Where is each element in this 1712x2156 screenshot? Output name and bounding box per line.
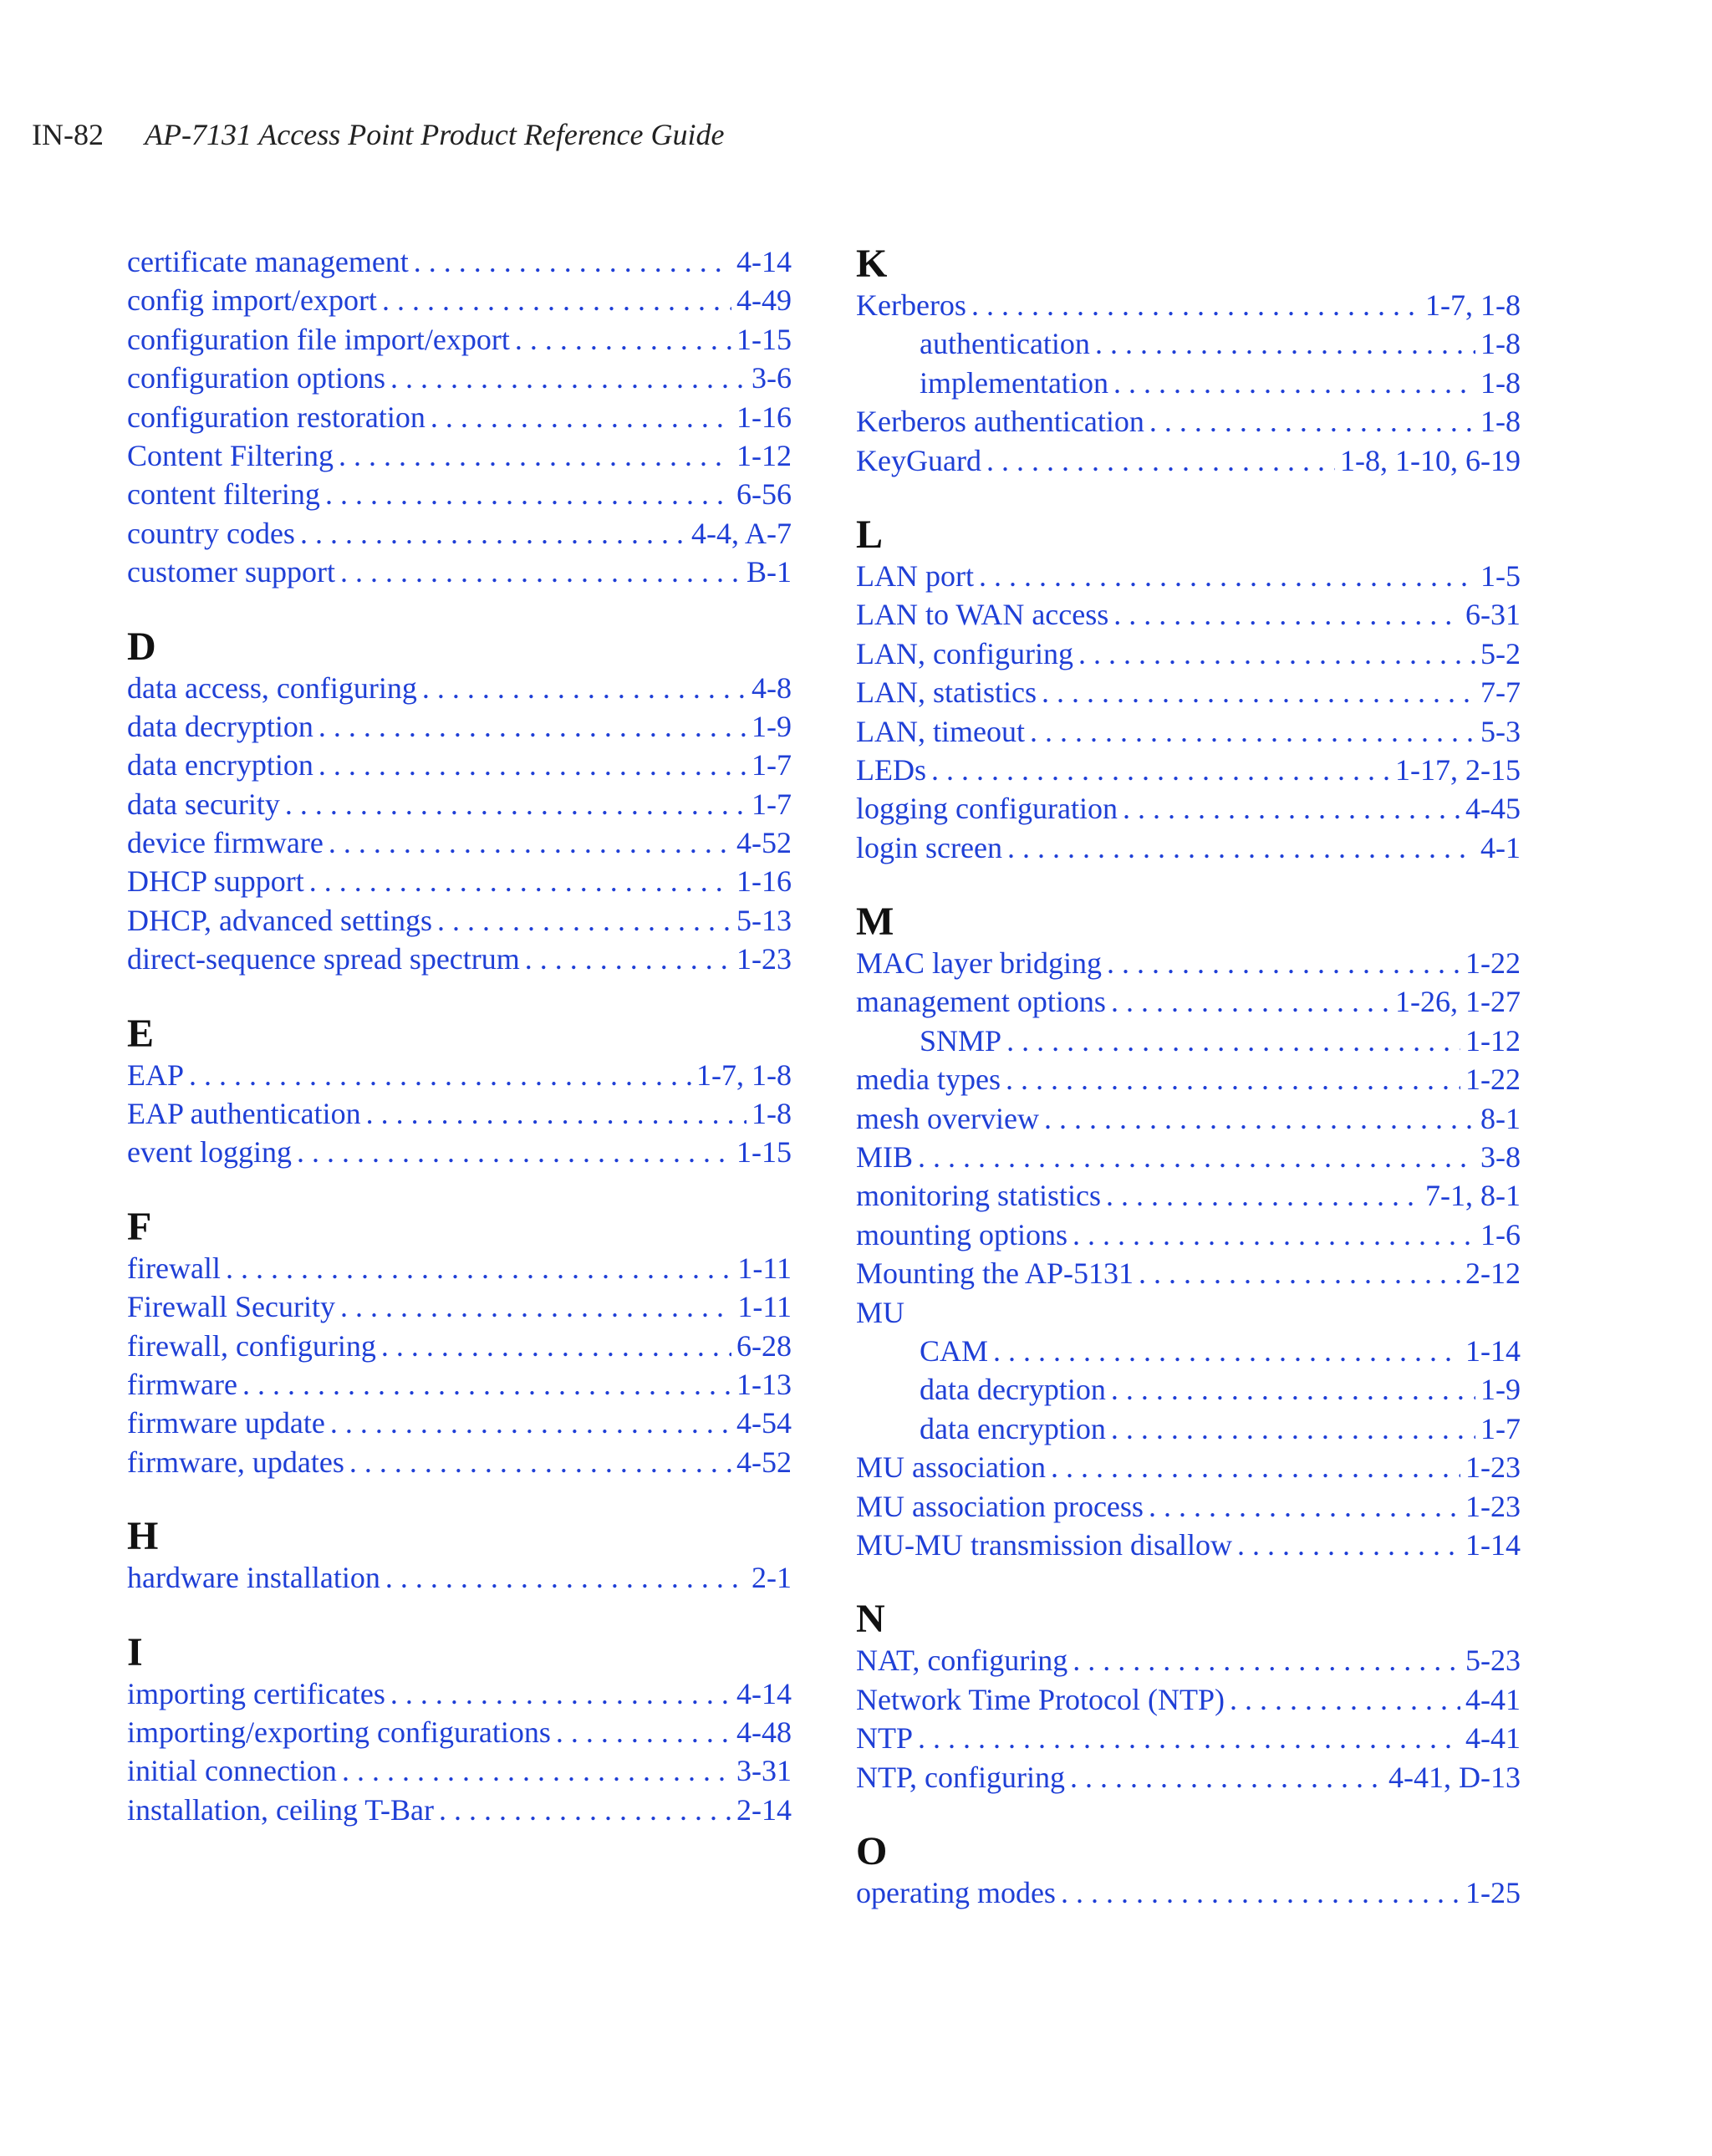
dot-leader	[242, 1365, 731, 1404]
dot-leader	[339, 436, 731, 475]
dot-leader	[918, 1719, 1460, 1757]
entry-page-reference[interactable]: 1-8, 1-10, 6-19	[1340, 443, 1521, 477]
index-entry[interactable]	[127, 242, 792, 281]
entry-page-reference[interactable]: 4-14	[736, 245, 792, 278]
dot-leader	[1113, 595, 1460, 634]
entry-term-link[interactable]: operating modes	[856, 1875, 1056, 1909]
entry-page-reference[interactable]: 1-7, 1-8	[696, 1058, 792, 1092]
index-entry[interactable]	[856, 828, 1521, 867]
section-letter: O	[856, 1828, 888, 1873]
entry-term-link[interactable]: NAT, configuring	[856, 1644, 1068, 1678]
entry-page-reference[interactable]: 5-23	[1465, 1644, 1521, 1678]
entry-page-reference[interactable]: 1-14	[1465, 1333, 1521, 1368]
entry-page-reference[interactable]: 1-8	[1480, 327, 1521, 361]
dot-leader	[385, 1558, 746, 1597]
dot-leader	[349, 1443, 731, 1481]
index-entry[interactable]	[127, 436, 792, 475]
entry-page-reference[interactable]: 4-52	[736, 1445, 792, 1479]
entry-term-link[interactable]: firmware, updates	[127, 1445, 344, 1479]
entry-term-link[interactable]: MIB	[856, 1140, 914, 1175]
entry-page-reference[interactable]: 1-13	[736, 1367, 792, 1401]
index-entry[interactable]	[856, 1293, 1521, 1332]
index-section	[127, 242, 792, 592]
entry-page-reference[interactable]: 4-45	[1465, 792, 1521, 826]
entry-term-link[interactable]: MU-MU transmission disallow	[856, 1527, 1232, 1562]
entry-page-reference[interactable]: 1-5	[1480, 558, 1521, 593]
index-entry[interactable]	[127, 475, 792, 513]
entry-term-link[interactable]: login screen	[856, 830, 1002, 864]
index-entry[interactable]	[856, 1448, 1521, 1486]
entry-term-link[interactable]: NTP, configuring	[856, 1760, 1065, 1794]
entry-page-reference[interactable]: B-1	[746, 555, 792, 589]
entry-term-link[interactable]: content filtering	[127, 477, 320, 512]
entry-term-link[interactable]: data encryption	[920, 1411, 1106, 1445]
dot-leader	[1139, 1254, 1460, 1292]
entry-term-link[interactable]: NTP	[856, 1721, 914, 1756]
dot-leader	[437, 901, 731, 940]
entry-term-link[interactable]: customer support	[127, 555, 335, 589]
dot-leader	[431, 398, 731, 436]
entry-term-link[interactable]: Mounting the AP-5131	[856, 1256, 1134, 1291]
entry-page-reference[interactable]: 1-15	[736, 1135, 792, 1170]
dot-leader	[1123, 789, 1460, 828]
entry-term-link[interactable]: mesh overview	[856, 1101, 1039, 1135]
entry-term-link[interactable]: EAP	[127, 1058, 185, 1092]
dot-leader	[1042, 673, 1475, 711]
entry-page-reference[interactable]: 1-11	[737, 1251, 792, 1285]
index-entry[interactable]	[127, 281, 792, 319]
entry-term-link[interactable]: data access, configuring	[127, 670, 417, 705]
entry-term-link[interactable]: data decryption	[127, 709, 313, 743]
dot-leader	[1237, 1526, 1460, 1564]
dot-leader	[1030, 712, 1475, 751]
entry-page-reference[interactable]: 2-14	[736, 1792, 792, 1827]
dot-leader	[1007, 828, 1475, 867]
entry-term-link[interactable]: management options	[856, 985, 1106, 1019]
entry-page-reference[interactable]: 1-16	[736, 400, 792, 434]
entry-term-link[interactable]: firewall, configuring	[127, 1328, 376, 1363]
entry-term-link[interactable]: firewall	[127, 1251, 221, 1285]
page-number: IN-82	[32, 118, 104, 151]
entry-page-reference[interactable]: 4-52	[736, 826, 792, 860]
section-letter: F	[127, 1204, 152, 1249]
index-entry[interactable]	[856, 1873, 1521, 1912]
index-entry[interactable]	[856, 557, 1521, 595]
index-entry[interactable]	[127, 1249, 792, 1287]
dot-leader	[1149, 402, 1475, 441]
entry-page-reference[interactable]: 5-3	[1480, 714, 1521, 748]
dot-leader	[390, 359, 746, 397]
dot-leader	[1078, 635, 1475, 673]
dot-leader	[285, 785, 746, 823]
section-letter: D	[127, 624, 156, 669]
index-entry[interactable]	[856, 1487, 1521, 1526]
entry-term-link[interactable]: certificate management	[127, 245, 409, 278]
dot-leader	[297, 1133, 731, 1171]
index-section	[127, 625, 792, 979]
index-entry[interactable]	[127, 1443, 792, 1481]
entry-term-link[interactable]: MU association process	[856, 1489, 1144, 1523]
entry-page-reference[interactable]: 1-26, 1-27	[1395, 985, 1521, 1019]
index-section	[127, 1515, 792, 1597]
entry-term-link[interactable]: device firmware	[127, 826, 324, 860]
dot-leader	[381, 1327, 731, 1365]
entry-page-reference[interactable]: 1-9	[752, 709, 792, 743]
entry-page-reference[interactable]: 4-49	[736, 283, 792, 318]
section-letter: I	[127, 1629, 143, 1674]
dot-leader	[971, 286, 1420, 324]
index-entry[interactable]	[127, 1558, 792, 1597]
entry-term-link[interactable]: KeyGuard	[856, 443, 981, 477]
entry-page-reference[interactable]: 1-12	[736, 438, 792, 472]
index-subentry[interactable]	[856, 324, 1521, 363]
entry-page-reference[interactable]: 1-11	[737, 1290, 792, 1324]
dot-leader	[340, 553, 741, 591]
index-section	[127, 1012, 792, 1172]
dot-leader	[515, 320, 731, 359]
dot-leader	[1044, 1099, 1475, 1138]
index-section	[127, 1631, 792, 1830]
index-entry[interactable]	[127, 1287, 792, 1326]
index-entry[interactable]	[127, 1327, 792, 1365]
entry-page-reference[interactable]: 1-9	[1480, 1373, 1521, 1407]
index-entry[interactable]	[127, 514, 792, 553]
entry-term-link[interactable]: configuration options	[127, 361, 385, 395]
dot-leader	[986, 441, 1335, 480]
entry-page-reference[interactable]: 1-7	[752, 748, 792, 782]
index-entry[interactable]	[856, 1680, 1521, 1719]
dot-leader	[329, 823, 731, 862]
dot-leader	[1111, 1370, 1475, 1409]
entry-term-link[interactable]: Kerberos authentication	[856, 405, 1144, 439]
entry-term-link[interactable]: DHCP, advanced settings	[127, 903, 432, 937]
entry-term-link[interactable]: Kerberos	[856, 288, 966, 322]
entry-term-link[interactable]: data security	[127, 787, 280, 821]
entry-page-reference[interactable]: 1-23	[1465, 1450, 1521, 1485]
entry-term-link[interactable]: LAN, timeout	[856, 714, 1025, 748]
entry-term-link[interactable]: config import/export	[127, 283, 377, 318]
entry-term-link[interactable]: initial connection	[127, 1754, 337, 1788]
index-entry[interactable]	[127, 359, 792, 397]
index-subentry[interactable]	[856, 1370, 1521, 1409]
entry-page-reference[interactable]: 4-54	[736, 1406, 792, 1440]
entry-page-reference[interactable]: 6-31	[1465, 598, 1521, 632]
dot-leader	[300, 514, 686, 553]
entry-term-link[interactable]: configuration restoration	[127, 400, 425, 434]
index-entry[interactable]	[127, 320, 792, 359]
index-entry[interactable]	[856, 1719, 1521, 1757]
entry-page-reference[interactable]: 4-4, A-7	[691, 516, 792, 550]
dot-leader	[382, 281, 731, 319]
index-entry[interactable]	[856, 1060, 1521, 1098]
section-letter: K	[856, 242, 888, 286]
dot-leader	[556, 1713, 731, 1751]
index-entry[interactable]	[127, 1674, 792, 1713]
dot-leader	[1111, 982, 1390, 1021]
index-section	[856, 242, 1521, 480]
index-section	[856, 1830, 1521, 1912]
entry-term-link[interactable]: logging configuration	[856, 792, 1118, 826]
entry-term-link[interactable]: Content Filtering	[127, 438, 334, 472]
entry-page-reference[interactable]: 1-14	[1465, 1527, 1521, 1562]
section-letter: N	[856, 1597, 885, 1642]
dot-leader	[1073, 1641, 1460, 1679]
entry-term-link[interactable]: event logging	[127, 1135, 292, 1170]
index-column-left	[127, 242, 792, 1863]
dot-leader	[979, 557, 1475, 595]
entry-page-reference[interactable]: 1-6	[1480, 1217, 1521, 1251]
entry-term-link[interactable]: installation, ceiling T-Bar	[127, 1792, 434, 1827]
entry-page-reference[interactable]: 7-1, 8-1	[1425, 1179, 1521, 1213]
entry-term-link[interactable]: mounting options	[856, 1217, 1068, 1251]
entry-term-link[interactable]: LAN port	[856, 558, 974, 593]
entry-page-reference[interactable]: 1-7	[752, 787, 792, 821]
dot-leader	[918, 1138, 1475, 1176]
entry-term-link[interactable]: LAN, statistics	[856, 675, 1037, 710]
entry-term-link[interactable]: hardware installation	[127, 1561, 380, 1595]
index-entry[interactable]	[856, 1099, 1521, 1138]
index-entry[interactable]	[127, 1791, 792, 1829]
entry-term-link[interactable]: SNMP	[920, 1023, 1002, 1058]
index-entry[interactable]	[127, 1751, 792, 1790]
index-entry[interactable]	[856, 982, 1521, 1021]
index-entry[interactable]	[127, 553, 792, 591]
index-entry[interactable]	[127, 1365, 792, 1404]
index-entry[interactable]	[127, 669, 792, 707]
dot-leader	[226, 1249, 732, 1287]
entry-term-link[interactable]: MU association	[856, 1450, 1046, 1485]
dot-leader	[1051, 1448, 1460, 1486]
index-entry[interactable]	[127, 1056, 792, 1094]
index-section	[856, 900, 1521, 1564]
entry-page-reference[interactable]: 8-1	[1480, 1101, 1521, 1135]
index-entry[interactable]	[856, 751, 1521, 789]
entry-page-reference[interactable]: 1-7	[1480, 1411, 1521, 1445]
entry-page-reference[interactable]: 1-25	[1465, 1875, 1521, 1909]
entry-term-link[interactable]: CAM	[920, 1333, 989, 1368]
guide-title: AP-7131 Access Point Product Reference Guide	[144, 118, 725, 151]
entry-term-link[interactable]: MAC layer bridging	[856, 946, 1102, 981]
dot-leader	[1095, 324, 1475, 363]
section-letter: M	[856, 900, 894, 945]
dot-leader	[439, 1791, 731, 1829]
dot-leader	[1073, 1216, 1475, 1254]
entry-page-reference[interactable]: 3-6	[752, 361, 792, 395]
index-entry[interactable]	[856, 1526, 1521, 1564]
index-entry[interactable]	[856, 712, 1521, 751]
entry-term-link[interactable]: LAN to WAN access	[856, 598, 1109, 632]
entry-term-link[interactable]: DHCP support	[127, 864, 304, 899]
index-entry[interactable]	[127, 901, 792, 940]
dot-leader	[931, 751, 1390, 789]
entry-term-link[interactable]: data decryption	[920, 1373, 1106, 1407]
index-entry[interactable]	[127, 862, 792, 900]
dot-leader	[414, 242, 731, 281]
index-entry[interactable]	[127, 1404, 792, 1442]
entry-page-reference[interactable]: 4-14	[736, 1676, 792, 1710]
entry-term-link[interactable]: firmware update	[127, 1406, 325, 1440]
index-entry[interactable]	[856, 441, 1521, 480]
entry-term-link[interactable]: EAP authentication	[127, 1097, 361, 1131]
entry-page-reference[interactable]: 6-56	[736, 477, 792, 512]
dot-leader	[525, 940, 731, 978]
dot-leader	[330, 1404, 731, 1442]
index-entry[interactable]	[856, 1641, 1521, 1679]
entry-page-reference[interactable]: 1-8	[752, 1097, 792, 1131]
dot-leader	[318, 707, 746, 746]
dot-leader	[1061, 1873, 1460, 1912]
index-entry[interactable]	[856, 944, 1521, 982]
entry-page-reference[interactable]: 1-22	[1465, 946, 1521, 981]
index-entry[interactable]	[856, 286, 1521, 324]
entry-page-reference[interactable]: 4-48	[736, 1715, 792, 1749]
index-section	[127, 1205, 792, 1481]
section-letter: E	[127, 1011, 155, 1056]
dot-leader	[1006, 1060, 1460, 1098]
entry-page-reference[interactable]: 5-13	[736, 903, 792, 937]
dot-leader	[342, 1751, 731, 1790]
dot-leader	[1111, 1409, 1475, 1448]
entry-page-reference[interactable]: 1-17, 2-15	[1395, 752, 1521, 787]
entry-term-link[interactable]: Firewall Security	[127, 1290, 335, 1324]
dot-leader	[1070, 1758, 1383, 1797]
dot-leader	[1113, 364, 1475, 402]
dot-leader	[189, 1056, 691, 1094]
entry-term-link[interactable]: monitoring statistics	[856, 1179, 1101, 1213]
dot-leader	[318, 746, 746, 784]
entry-term-link[interactable]: implementation	[920, 365, 1108, 400]
section-letter: L	[856, 512, 884, 557]
entry-term-link[interactable]: configuration file import/export	[127, 322, 510, 356]
entry-term-link[interactable]: firmware	[127, 1367, 237, 1401]
index-entry[interactable]	[856, 595, 1521, 634]
entry-page-reference[interactable]: 1-23	[736, 942, 792, 976]
index-section	[856, 1598, 1521, 1797]
entry-page-reference[interactable]: 1-22	[1465, 1063, 1521, 1097]
index-entry[interactable]	[127, 707, 792, 746]
index-entry[interactable]	[127, 1713, 792, 1751]
index-entry[interactable]	[856, 673, 1521, 711]
entry-term-link[interactable]: LAN, configuring	[856, 636, 1073, 670]
entry-page-reference[interactable]: 4-41	[1465, 1721, 1521, 1756]
dot-leader	[1107, 944, 1460, 982]
entry-page-reference[interactable]: 1-16	[736, 864, 792, 899]
entry-page-reference[interactable]: 3-8	[1480, 1140, 1521, 1175]
dot-leader	[422, 669, 746, 707]
section-letter: H	[127, 1514, 159, 1559]
index-subentry[interactable]	[856, 1409, 1521, 1448]
index-entry[interactable]	[856, 1216, 1521, 1254]
entry-page-reference[interactable]: 1-8	[1480, 405, 1521, 439]
entry-term-link[interactable]: importing certificates	[127, 1676, 385, 1710]
index-subentry[interactable]	[856, 1332, 1521, 1370]
entry-term-link[interactable]: Network Time Protocol (NTP)	[856, 1682, 1225, 1716]
dot-leader	[1006, 1022, 1460, 1060]
index-entry[interactable]	[856, 1138, 1521, 1176]
index-entry[interactable]	[856, 1758, 1521, 1797]
entry-page-reference[interactable]: 7-7	[1480, 675, 1521, 710]
entry-term-link[interactable]: media types	[856, 1063, 1001, 1097]
entry-term-link[interactable]: direct-sequence spread spectrum	[127, 942, 520, 976]
dot-leader	[1149, 1487, 1460, 1526]
index-subentry[interactable]	[856, 364, 1521, 402]
entry-page-reference[interactable]: 4-41, D-13	[1388, 1760, 1521, 1794]
entry-page-reference[interactable]: 6-28	[736, 1328, 792, 1363]
entry-term-link[interactable]: country codes	[127, 516, 295, 550]
index-entry[interactable]	[127, 940, 792, 978]
entry-page-reference[interactable]: 4-41	[1465, 1682, 1521, 1716]
dot-leader	[340, 1287, 732, 1326]
index-subentry[interactable]	[856, 1022, 1521, 1060]
entry-term-link[interactable]: importing/exporting configurations	[127, 1715, 551, 1749]
dot-leader	[390, 1674, 731, 1713]
dot-leader	[993, 1332, 1460, 1370]
entry-term-link[interactable]: MU	[856, 1295, 905, 1329]
dot-leader	[366, 1094, 746, 1133]
dot-leader	[325, 475, 731, 513]
index-entry[interactable]	[127, 398, 792, 436]
entry-term-link[interactable]: LEDs	[856, 752, 926, 787]
index-entry[interactable]	[127, 823, 792, 862]
page-header	[32, 117, 724, 152]
entry-page-reference[interactable]: 2-12	[1465, 1256, 1521, 1291]
entry-page-reference[interactable]: 5-2	[1480, 636, 1521, 670]
dot-leader	[309, 862, 731, 900]
entry-page-reference[interactable]: 1-7, 1-8	[1425, 288, 1521, 322]
dot-leader	[1106, 1176, 1420, 1215]
index-entry[interactable]	[856, 402, 1521, 441]
index-entry[interactable]	[127, 785, 792, 823]
index-column-right	[856, 242, 1521, 1945]
entry-page-reference[interactable]: 2-1	[752, 1561, 792, 1595]
entry-page-reference[interactable]: 1-12	[1465, 1023, 1521, 1058]
dot-leader	[1230, 1680, 1460, 1719]
entry-page-reference[interactable]: 3-31	[736, 1754, 792, 1788]
index-entry[interactable]	[856, 789, 1521, 828]
entry-term-link[interactable]: data encryption	[127, 748, 313, 782]
entry-page-reference[interactable]: 4-1	[1480, 830, 1521, 864]
index-section	[856, 513, 1521, 867]
index-entry[interactable]	[127, 1133, 792, 1171]
entry-page-reference[interactable]: 1-15	[736, 322, 792, 356]
entry-page-reference[interactable]: 1-23	[1465, 1489, 1521, 1523]
index-entry[interactable]	[127, 1094, 792, 1133]
entry-page-reference[interactable]: 4-8	[752, 670, 792, 705]
entry-page-reference[interactable]: 1-8	[1480, 365, 1521, 400]
index-entry[interactable]	[856, 1254, 1521, 1292]
entry-term-link[interactable]: authentication	[920, 327, 1090, 361]
index-entry[interactable]	[856, 1176, 1521, 1215]
index-entry[interactable]	[856, 635, 1521, 673]
index-entry[interactable]	[127, 746, 792, 784]
